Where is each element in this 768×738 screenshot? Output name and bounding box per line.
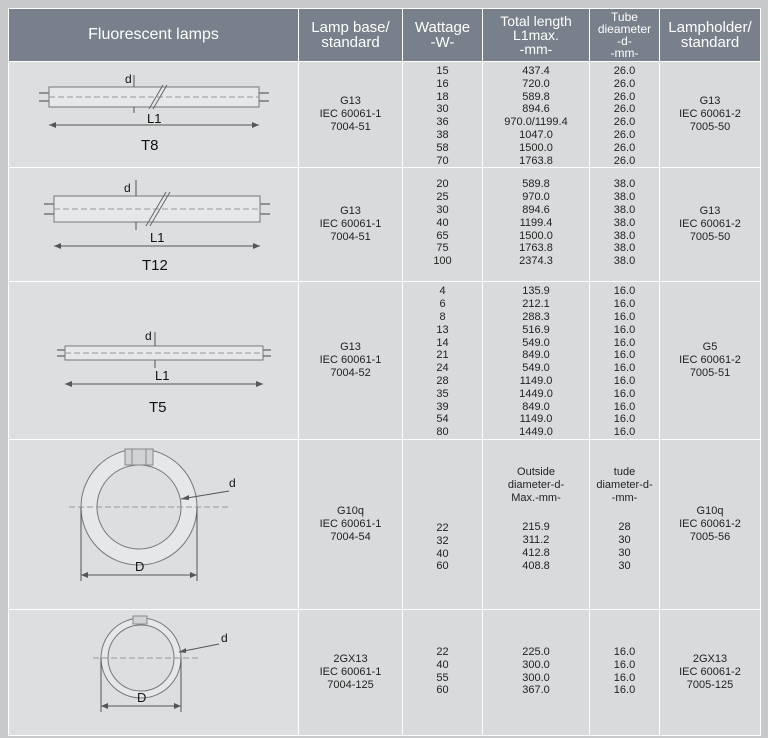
diameter-value: 26.0 <box>613 128 636 141</box>
length-value: 589.8 <box>522 178 550 191</box>
diameter-value: 26.0 <box>613 103 636 116</box>
fluorescent-lamp-table <box>8 8 761 736</box>
wattage-value: 4 <box>439 285 446 298</box>
diameter-value: 30 <box>618 559 631 572</box>
diameter-value: 26.0 <box>613 77 636 90</box>
diameter-value: 26.0 <box>613 90 636 103</box>
length-value: 1763.8 <box>519 154 553 167</box>
wattage-value: 75 <box>436 242 449 255</box>
lamp-base-cell: G13 IEC 60061-1 7004-52 <box>299 282 403 440</box>
length-value: 549.0 <box>522 362 550 375</box>
dimension-D-label: D <box>136 690 146 706</box>
t12-tube-drawing <box>24 170 284 280</box>
lampholder-cell: G13 IEC 60061-2 7005-50 <box>660 62 761 168</box>
diameter-value: 16.0 <box>613 671 636 684</box>
length-value: 720.0 <box>522 77 550 90</box>
wattage-value: 70 <box>436 154 449 167</box>
header-total-length: Total length L1max. -mm- <box>483 9 590 62</box>
lamp-base-cell: G13 IEC 60061-1 7004-51 <box>299 168 403 282</box>
dimension-d-label: d <box>228 476 236 491</box>
wattage-cell <box>403 62 483 168</box>
diameter-value: 38.0 <box>613 203 636 216</box>
wattage-value: 20 <box>436 178 449 191</box>
diameter-value: 16.0 <box>613 298 636 311</box>
lamp-diagram-cell <box>9 168 299 282</box>
wattage-value: 30 <box>436 103 449 116</box>
table-row-circular-g10q <box>9 439 761 609</box>
length-value: 212.1 <box>522 298 550 311</box>
dimension-d-label: d <box>124 71 132 86</box>
wattage-value: 80 <box>436 426 449 439</box>
header-lamp-base: Lamp base/ standard <box>299 9 403 62</box>
wattage-value: 32 <box>436 534 449 547</box>
wattage-value: 8 <box>439 310 446 323</box>
diameter-value: 26.0 <box>613 116 636 129</box>
length-value: 1500.0 <box>519 141 553 154</box>
circular-lamp-drawing <box>29 441 279 607</box>
length-value: 311.2 <box>522 534 550 547</box>
length-value: 970.0 <box>522 191 550 204</box>
lamp-base-cell: G10q IEC 60061-1 7004-54 <box>299 439 403 609</box>
wattage-value: 38 <box>436 128 449 141</box>
table-row-t12 <box>9 168 761 282</box>
wattage-value: 39 <box>436 400 449 413</box>
diameter-value: 16.0 <box>613 285 636 298</box>
diameter-value: 26.0 <box>613 65 636 77</box>
wattage-value: 54 <box>436 413 449 426</box>
table-row-circular-2gx13 <box>9 609 761 735</box>
lamp-base-cell: 2GX13 IEC 60061-1 7004-125 <box>299 609 403 735</box>
wattage-cell <box>403 282 483 440</box>
length-value: 1199.4 <box>519 216 553 229</box>
dimension-l1-label: L1 <box>149 229 164 245</box>
diameter-value: 16.0 <box>613 684 636 697</box>
diameter-value: 38.0 <box>613 191 636 204</box>
lampholder-cell: G5 IEC 60061-2 7005-51 <box>660 282 761 440</box>
length-value: 970.0/1199.4 <box>504 116 568 129</box>
dimension-d-label: d <box>144 328 152 343</box>
diameter-value: 38.0 <box>613 255 636 268</box>
diameter-value: 38.0 <box>613 242 636 255</box>
dimension-D-label: D <box>134 559 144 575</box>
diameter-value: 16.0 <box>613 413 636 426</box>
diameter-cell <box>590 62 660 168</box>
wattage-value: 60 <box>436 684 449 697</box>
wattage-value: 16 <box>436 77 449 90</box>
length-value: 849.0 <box>522 400 550 413</box>
length-value: 288.3 <box>522 310 550 323</box>
length-value: 412.8 <box>522 546 550 559</box>
dimension-d-label: d <box>220 631 228 646</box>
diameter-value: 16.0 <box>613 362 636 375</box>
diameter-value: 30 <box>618 546 631 559</box>
dimension-l1-label: L1 <box>154 367 169 383</box>
length-value: 516.9 <box>522 323 550 336</box>
table-row-t5 <box>9 282 761 440</box>
length-value: 135.9 <box>522 285 550 298</box>
diameter-value: 16.0 <box>613 400 636 413</box>
lampholder-cell: G13 IEC 60061-2 7005-50 <box>660 168 761 282</box>
length-value: 1449.0 <box>519 426 553 439</box>
wattage-value: 13 <box>436 323 449 336</box>
diameter-value: 16.0 <box>613 310 636 323</box>
wattage-value: 22 <box>436 645 449 658</box>
length-value: 549.0 <box>522 336 550 349</box>
wattage-value: 28 <box>436 374 449 387</box>
length-value: 215.9 <box>522 521 550 534</box>
wattage-value: 36 <box>436 116 449 129</box>
wattage-value: 100 <box>433 255 452 268</box>
diameter-value: 30 <box>618 534 631 547</box>
diameter-value: 16.0 <box>613 336 636 349</box>
lamp-name: T5 <box>148 398 167 416</box>
wattage-cell <box>403 609 483 735</box>
length-value: 408.8 <box>522 559 550 572</box>
circular-lamp-2gx13-drawing <box>29 612 279 732</box>
table-header-row <box>9 9 761 62</box>
t8-tube-drawing <box>29 65 279 165</box>
length-value: 2374.3 <box>519 255 553 268</box>
diameter-value: 26.0 <box>613 141 636 154</box>
length-value: 894.6 <box>522 203 550 216</box>
length-cell <box>483 168 590 282</box>
length-value: 1047.0 <box>519 128 553 141</box>
length-cell: Outside diameter-d- Max.-mm- 215.9 311.2 412.8 408.8 <box>483 439 590 609</box>
length-cell <box>483 62 590 168</box>
diameter-cell <box>590 609 660 735</box>
header-lampholder: Lampholder/ standard <box>660 9 761 62</box>
wattage-value: 40 <box>436 216 449 229</box>
lamp-name: T8 <box>140 136 159 154</box>
wattage-value: 65 <box>436 229 449 242</box>
length-value: 1449.0 <box>519 387 553 400</box>
lamp-base-cell: G13 IEC 60061-1 7004-51 <box>299 62 403 168</box>
diameter-value: 16.0 <box>613 645 636 658</box>
diameter-value: 16.0 <box>613 349 636 362</box>
diameter-value: 28 <box>618 521 631 534</box>
t5-tube-drawing <box>29 296 279 426</box>
lamp-spec-table-container <box>8 8 760 730</box>
dimension-d-label: d <box>123 180 131 195</box>
diameter-cell <box>590 282 660 440</box>
diameter-value: 26.0 <box>613 154 636 167</box>
wattage-value: 40 <box>436 658 449 671</box>
length-value: 1149.0 <box>519 374 553 387</box>
wattage-cell <box>403 439 483 609</box>
lamp-diagram-cell <box>9 282 299 440</box>
header-fluorescent-lamps: Fluorescent lamps <box>9 9 299 62</box>
wattage-value: 21 <box>436 349 449 362</box>
diameter-value: 38.0 <box>613 229 636 242</box>
diameter-cell <box>590 168 660 282</box>
length-value: 589.8 <box>522 90 550 103</box>
header-tube-diameter: Tube dieameter -d- -mm- <box>590 9 660 62</box>
header-wattage: Wattage -W- <box>403 9 483 62</box>
diameter-value: 38.0 <box>613 178 636 191</box>
wattage-value: 58 <box>436 141 449 154</box>
length-value: 367.0 <box>522 684 550 697</box>
wattage-value: 30 <box>436 203 449 216</box>
wattage-value: 35 <box>436 387 449 400</box>
lamp-diagram-cell <box>9 439 299 609</box>
length-value: 894.6 <box>522 103 550 116</box>
wattage-value: 15 <box>436 65 449 77</box>
lamp-name: T12 <box>141 256 168 274</box>
length-value: 300.0 <box>522 658 550 671</box>
wattage-value: 14 <box>436 336 449 349</box>
diameter-cell: tude diameter-d- -mm- 28 30 30 30 <box>590 439 660 609</box>
wattage-value: 40 <box>436 547 449 560</box>
wattage-value: 25 <box>436 191 449 204</box>
lampholder-cell: 2GX13 IEC 60061-2 7005-125 <box>660 609 761 735</box>
length-value: 225.0 <box>522 645 550 658</box>
diameter-value: 16.0 <box>613 426 636 439</box>
wattage-value: 22 <box>436 521 449 534</box>
diameter-value: 16.0 <box>613 374 636 387</box>
wattage-cell <box>403 168 483 282</box>
length-value: 849.0 <box>522 349 550 362</box>
length-cell <box>483 282 590 440</box>
wattage-value: 55 <box>436 671 449 684</box>
diameter-value: 38.0 <box>613 216 636 229</box>
wattage-value: 6 <box>439 298 446 311</box>
length-value: 300.0 <box>522 671 550 684</box>
wattage-value: 24 <box>436 362 449 375</box>
diameter-value: 16.0 <box>613 323 636 336</box>
length-value: 1149.0 <box>519 413 553 426</box>
wattage-value: 18 <box>436 90 449 103</box>
lamp-diagram-cell <box>9 62 299 168</box>
lampholder-cell: G10q IEC 60061-2 7005-56 <box>660 439 761 609</box>
length-value: 1500.0 <box>519 229 553 242</box>
length-value: 437.4 <box>522 65 550 77</box>
lamp-diagram-cell <box>9 609 299 735</box>
wattage-value: 60 <box>436 560 449 573</box>
table-row-t8 <box>9 62 761 168</box>
dimension-l1-label: L1 <box>146 110 161 126</box>
length-value: 1763.8 <box>519 242 553 255</box>
diameter-value: 16.0 <box>613 658 636 671</box>
length-cell <box>483 609 590 735</box>
diameter-value: 16.0 <box>613 387 636 400</box>
